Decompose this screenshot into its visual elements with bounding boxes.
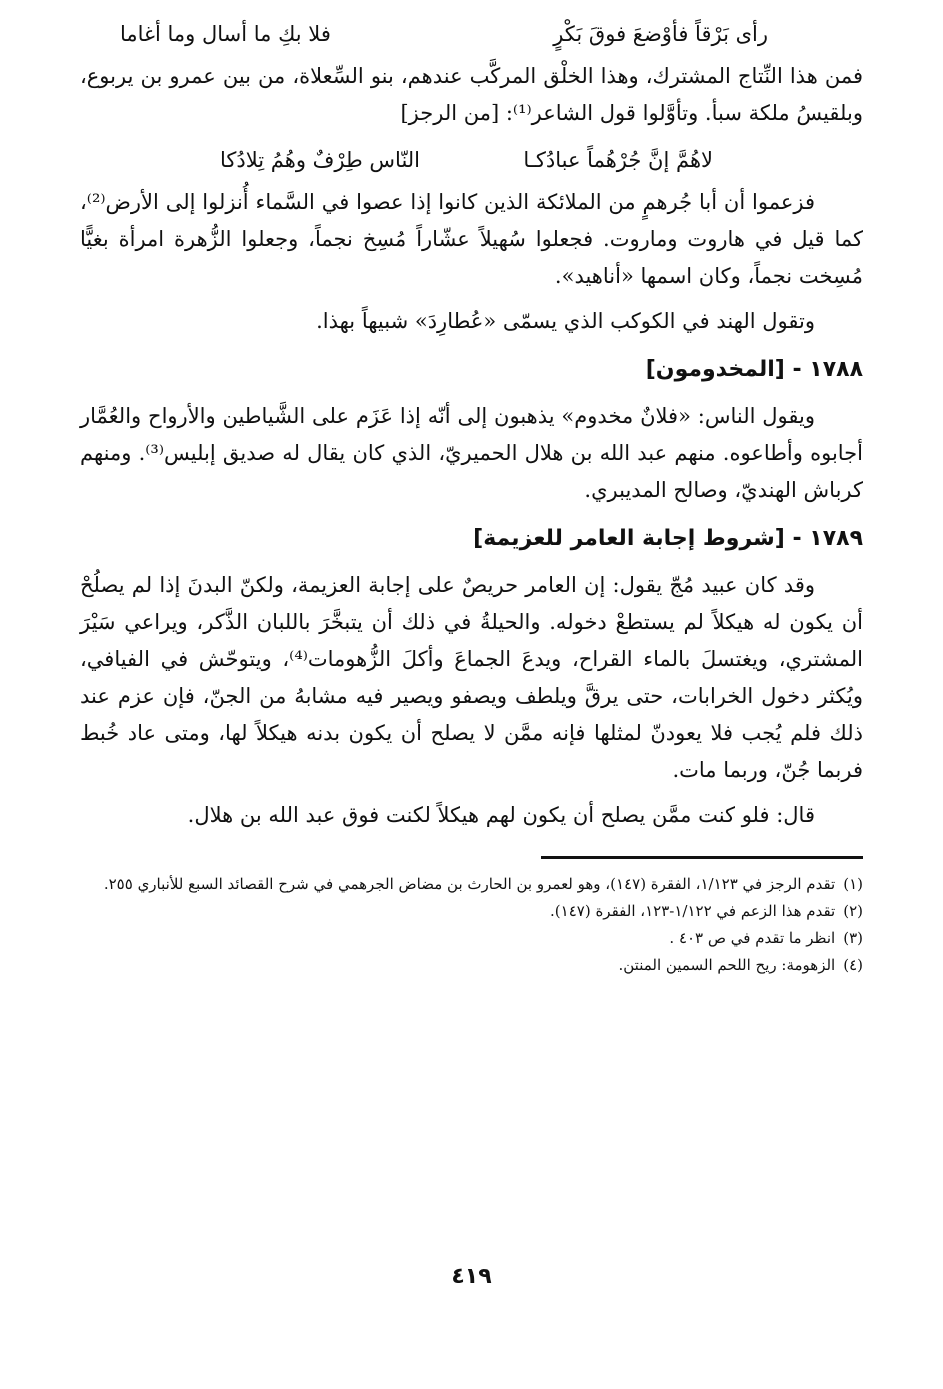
verse-hemistich-left: النّاس طِرْفٌ وهُمُ تِلادُكا [220,148,421,172]
verse-hemistich-right: رأى بَرْقاً فأوْضعَ فوقَ بَكْرٍ [553,22,768,46]
verse-hemistich-left: فلا بكِ ما أسال وما أغاما [120,22,331,46]
verse-line [80,140,863,184]
paragraph: فزعموا أن أبا جُرهمٍ من الملائكة الذين كانوا إذا عصوا في السَّماء أُنزلوا إلى الأرض⁽²⁾، كما قيل في هاروت وماروت. فجعلوا سُهيلاً عشّاراً مُسِخ نجماً، وجعلوا الزُّهرة امرأة بغيًّا مُسِخت نجماً، وكان اسمها «أناهيد». [80,190,863,288]
verse-line [80,14,863,58]
footnote [80,925,863,952]
paragraph: وتقول الهند في الكوكب الذي يسمّى «عُطارِدَ» شبيهاً بهذا. [316,309,815,333]
footnote-separator [541,856,863,859]
paragraph: وقد كان عبيد مُجّ يقول: إن العامر حريصٌ على إجابة العزيمة، ولكنّ البدنَ إذا لم يصلُحْ أن يكون له هيكلاً لم يستطعْ دخوله. والحيلةُ في ذلك أن يتبخَّرَ باللبان الذَّكر، ويراعي سَيْرَ المشتري، ويغتسلَ بالماء القراح، ويدعَ الجماعَ وأكلَ الزُّهومات⁽⁴⁾، ويتوحّش في الفيافي، ويُكثر دخول الخرابات، حتى يرقَّ ويلطف ويصفو ويصير فيه مشابهُ من الجنّ، فإن عزم عند ذلك فلم يُجب فلا يعودنّ لمثلها فإنه ممَّن لا يصلح أن يكون بدنه هيكلاً لها، ومتى عاد خُبط فربما جُنّ، وربما مات. [80,573,863,782]
section-heading: ١٧٨٨ - [المخدومون] [645,357,863,382]
paragraph: ويقول الناس: «فلانٌ مخدوم» يذهبون إلى أنّه إذا عَزَم على الشَّياطين والأرواح والعُمَّار أجابوه وأطاعوه. منهم عبد الله بن هلال الحميريّ، الذي كان يقال له صديق إبليس⁽³⁾. ومنهم كرباش الهنديّ، وصالح المديبري. [80,404,864,502]
verse-hemistich-right: لاهُمَّ إنَّ جُرْهُماً عبادُكـا [523,148,713,172]
footnote-text: الزهومة: ريح اللحم السمين المنتن. [618,956,836,974]
section-heading: ١٧٨٩ - [شروط إجابة العامر للعزيمة] [473,526,863,551]
footnote-text: تقدم هذا الزعم في ١/١٢٢-١٢٣، الفقرة (١٤٧). [550,902,836,920]
footnote-number: (١) [843,875,863,893]
footnote-text: انظر ما تقدم في ص ٤٠٣ . [669,929,836,947]
page-number: ٤١٩ [451,1264,492,1289]
footnote [80,871,863,898]
footnote-number: (٢) [843,902,863,920]
book-page [80,14,863,1389]
footnote [80,952,863,979]
footnote [80,898,863,925]
paragraph: فمن هذا النِّتاج المشترك، وهذا الخلْق المركَّب عندهم، بنو السِّعلاة، من بين عمرو بن يربوع، وبلقيسُ ملكة سبأ. وتأوَّلوا قول الشاعر⁽¹⁾: [من الرجز] [80,64,864,125]
footnote-number: (٣) [843,929,863,947]
paragraph: قال: فلو كنت ممَّن يصلح أن يكون لهم هيكلاً لكنت فوق عبد الله بن هلال. [187,803,815,827]
footnote-text: تقدم الرجز في ١/١٢٣، الفقرة (١٤٧)، وهو لعمرو بن الحارث بن مضاض الجرهمي في شرح القصائد السبع للأنباري ٢٥٥. [103,875,836,893]
footnotes [80,871,863,979]
footnote-number: (٤) [843,956,863,974]
